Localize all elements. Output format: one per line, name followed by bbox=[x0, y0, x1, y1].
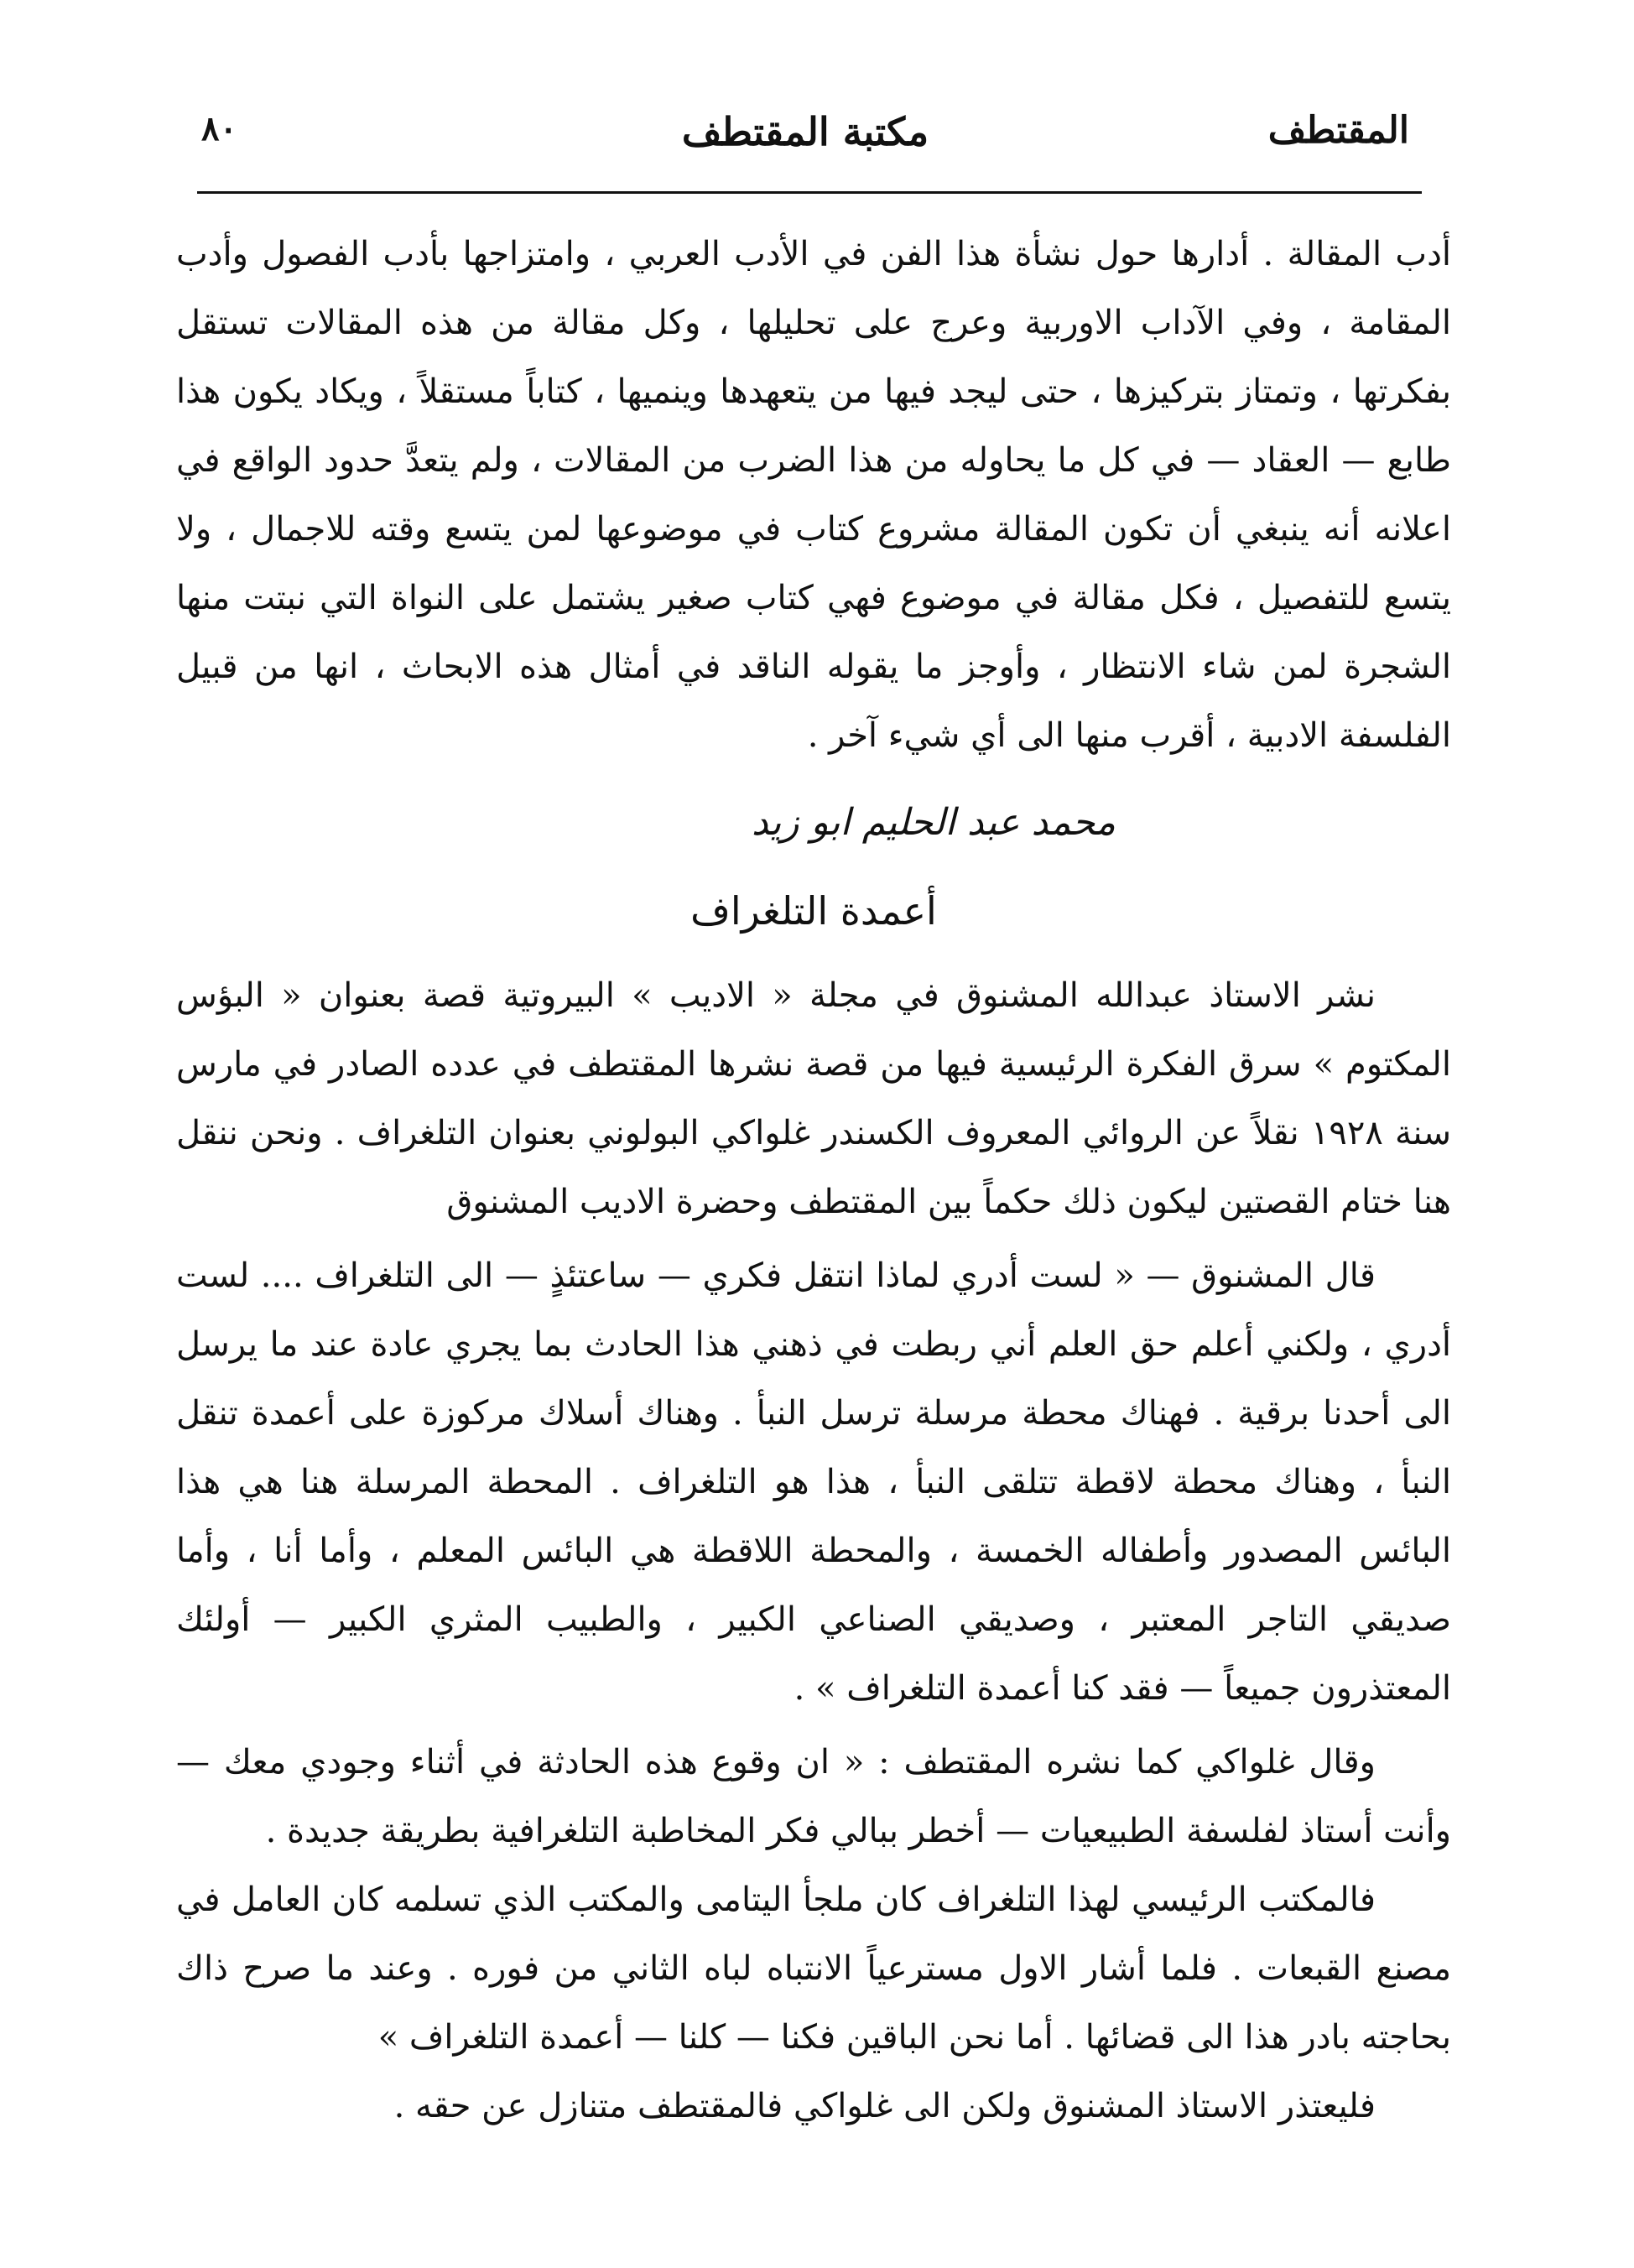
page-number: ٨٠ bbox=[201, 109, 237, 148]
closing-paragraph: فليعتذر الاستاذ المشنوق ولكن الى غلواكي فالمقتطف متنازل عن حقه . bbox=[393, 2087, 1376, 2125]
article-paragraph: أدب المقالة . أدارها حول نشأة هذا الفن في الأدب العربي ، وامتزاجها بأدب الفصول وأدب المقامة ، وفي الآداب الاوربية وعرج على تحليلها ، وكل مقالة من هذه المقالات تستقل بفكرتها ، وتمتاز بتركيزها ، حتى ليجد فيها من يتعهدها وينميها ، كتاباً مستقلاً ، ويكاد يكون هذا طابع — العقاد — في كل ما يحاوله من هذا الضرب من المقالات ، ولم يتعدَّ حدود الواقع في اعلانه أنه ينبغي أن تكون المقالة مشروع كتاب في موضوعها لمن يتسع وقته للاجمال ، ولا يتسع للتفصيل ، فكل مقالة في موضوع فهي كتاب صغير يشتمل على النواة التي نبتت منها الشجرة لمن شاء الانتظار ، وأوجز ما يقوله الناقد في أمثال هذه الابحاث ، انها من قبيل الفلسفة الادبية ، أقرب منها الى أي شيء آخر . bbox=[176, 235, 1452, 755]
book-title: مكتبة المقتطف bbox=[681, 109, 929, 154]
page-header bbox=[201, 109, 1409, 168]
quote-paragraph: قال المشنوق — « لست أدري لماذا انتقل فكري — ساعتئذٍ — الى التلغراف .... لست أدري ، ولكني أعلم حق العلم أني ربطت في ذهني هذا الحادث بما يجري عادة عند ما يرسل الى أحدنا برقية . فهناك محطة مرسلة ترسل النبأ . وهناك أسلاك مركوزة على أعمدة تنقل النبأ ، وهناك محطة لاقطة تتلقى النبأ ، هذا هو التلغراف . المحطة المرسلة هنا هي هذا البائس المصدور وأطفاله الخمسة ، والمحطة اللاقطة هي البائس المعلم ، وأما أنا ، وأما صديقي التاجر المعتبر ، وصديقي الصناعي الكبير ، والطبيب المثري الكبير — أولئك المعتذرون جميعاً — فقد كنا أعمدة التلغراف » . bbox=[176, 1256, 1451, 1708]
article-paragraph: نشر الاستاذ عبدالله المشنوق في مجلة « الاديب » البيروتية قصة بعنوان « البؤس المكتوم » سرق الفكرة الرئيسية فيها من قصة نشرها المقتطف في عدده الصادر في مارس سنة ١٩٢٨ نقلاً عن الروائي المعروف الكسندر غلواكي البولوني بعنوان التلغراف . ونحن ننقل هنا ختام القصتين ليكون ذلك حكماً بين المقتطف وحضرة الاديب المشنوق bbox=[176, 976, 1451, 1221]
section-title: أعمدة التلغراف bbox=[690, 888, 937, 934]
page-body bbox=[176, 220, 1451, 2141]
quote-paragraph: فالمكتب الرئيسي لهذا التلغراف كان ملجأ اليتامى والمكتب الذي تسلمه كان العامل في مصنع القبعات . فلما أشار الاول مسترعياً الانتباه لباه الثاني من فوره . وعند ما صرح ذاك بحاجته بادر هذا الى قضائها . أما نحن الباقين فكنا — كلنا — أعمدة التلغراف » bbox=[176, 1880, 1451, 2057]
author-signature: محمد عبد الحليم ابو زيد bbox=[751, 801, 1116, 844]
running-title: المقتطف bbox=[1267, 109, 1409, 152]
header-divider bbox=[197, 191, 1422, 194]
quote-paragraph: وقال غلواكي كما نشره المقتطف : « ان وقوع هذه الحادثة في أثناء وجودي معك — وأنت أستاذ لفلسفة الطبيعيات — أخطر ببالي فكر المخاطبة التلغرافية بطريقة جديدة . bbox=[176, 1743, 1451, 1850]
